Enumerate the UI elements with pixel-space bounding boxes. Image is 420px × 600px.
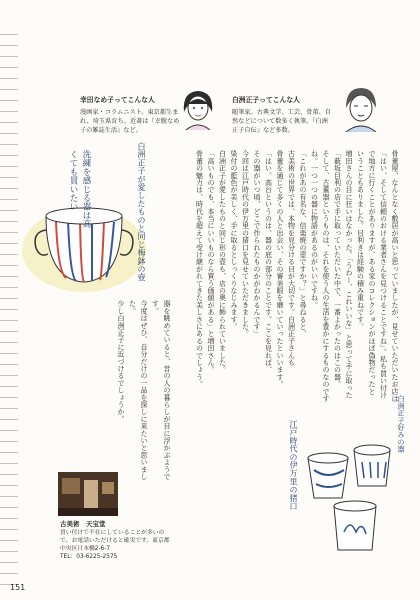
article-paragraph: 「はい、そして信頼のおける業者さんを見つけることですね」。私も買い付け — [379, 150, 388, 399]
elder-woman-portrait-icon — [340, 84, 382, 132]
article-paragraph: 「はい。高台というのは、器の底の部分のことです。ここを見れば、 — [264, 150, 273, 374]
page-binding-holes — [0, 28, 18, 588]
article-paragraph: 骨董屋、なんとなく敷居が高いと思っていましたが、見せていただいたお店は — [391, 150, 399, 402]
profile-text: 随筆家。古典文学、工芸、骨董、自然などについて数多く執筆。『白洲正子自伝』など多数。 — [232, 109, 331, 134]
shop-description: 買い付けで不在にしていることが多いので、お電話いただけると確実です。東京都中央区日本橋2-6-7 — [60, 530, 170, 552]
article-paragraph: 少し白洲正子に近づけるでしょうか。 — [117, 300, 125, 423]
cup-caption: 江戸時代の伊万里の猪口 — [289, 420, 298, 511]
article-paragraph: 「薮坂目利の店で手に取っていただいた中で、一番よかったのはこの器。 — [333, 150, 342, 388]
article-paragraph: 骨董を通じて多くの人と出会い、その審美眼を磨いていったといいます。 — [276, 150, 284, 388]
bowl-note: 洗練を感じる器は高くても買いたい — [68, 150, 91, 229]
article-body-continued — [60, 300, 172, 480]
profile-left — [80, 96, 180, 135]
shop-interior-photo — [58, 472, 118, 516]
shop-phone: TEL：03-6225-2575 — [60, 554, 118, 560]
woman-portrait-icon — [178, 86, 218, 130]
profile-title: 白洲正子ってこんな人 — [232, 96, 300, 104]
profile-title: 幸田なめ子ってこんな人 — [80, 96, 155, 104]
article-paragraph: 「これがあの有名な、信楽焼の壺ですか？」と尋ねると、 — [299, 150, 307, 338]
article-paragraph: そして、古董器というものは、それを使う人の生活を豊かにするものなのです — [322, 150, 330, 402]
article-paragraph: で地方に行くことがありますが、ある家のコレクションがほぼ偽物だったと — [368, 150, 376, 395]
page-number: 151 — [10, 583, 26, 592]
bowl-caption: 白洲正子が愛したものと同じ梅鉢の壺 — [137, 142, 146, 282]
article-paragraph: いうこともありました。目利きは経験の積み重ねです。 — [356, 150, 365, 330]
article-paragraph: 「高いものでも、本当にいいものなら買う価値がある」と増田さん。 — [207, 150, 215, 374]
profile-right — [232, 96, 332, 135]
shop-info — [60, 520, 170, 561]
profile-text: 漫画家・コラムニスト。東京都生まれ、埼玉県育ち。近著は『幸腹なめ子の雑誌生活』など。 — [80, 109, 180, 134]
article-paragraph: 増田さんの目に狂いはなかった。「うわー、これいいな」と思って手に取った — [345, 150, 353, 399]
article-paragraph: 器を眺めていると、昔の人の暮らしが目に浮かぶようです。 — [151, 300, 171, 480]
article-paragraph: 白洲正子が愛したものと同じ形の壺も、店の奥に飾られていました。 — [218, 150, 227, 374]
article-paragraph: ね。一つ一つの器に物語があるのがいいですね。 — [310, 150, 319, 309]
cup-label-top: 白洲正子好みの器 — [397, 395, 405, 453]
shop-name: 古美術 天宝堂 — [60, 520, 106, 528]
article-paragraph: 今回は江戸時代の伊万里の猪口を見せていただきました。 — [241, 150, 250, 338]
article-paragraph: 染付の藍色が美しく、手に取るとしっくりなじみます。 — [230, 150, 238, 330]
article-paragraph: 骨董の魅力は、時代を超えて受け継がれてきた美しさにあるのでしょう。 — [195, 150, 204, 388]
cups-illustration — [300, 440, 400, 560]
article-paragraph: 古美術の世界では、本物を見分ける目が大切です。白洲正子さんも — [287, 150, 296, 366]
article-paragraph: 今度はぜひ、自分だけの一品を探しに来たいと思いました。 — [128, 300, 148, 480]
article-paragraph: その器がいつ頃、どこで作られたものかがわかるんです」 — [253, 150, 261, 338]
